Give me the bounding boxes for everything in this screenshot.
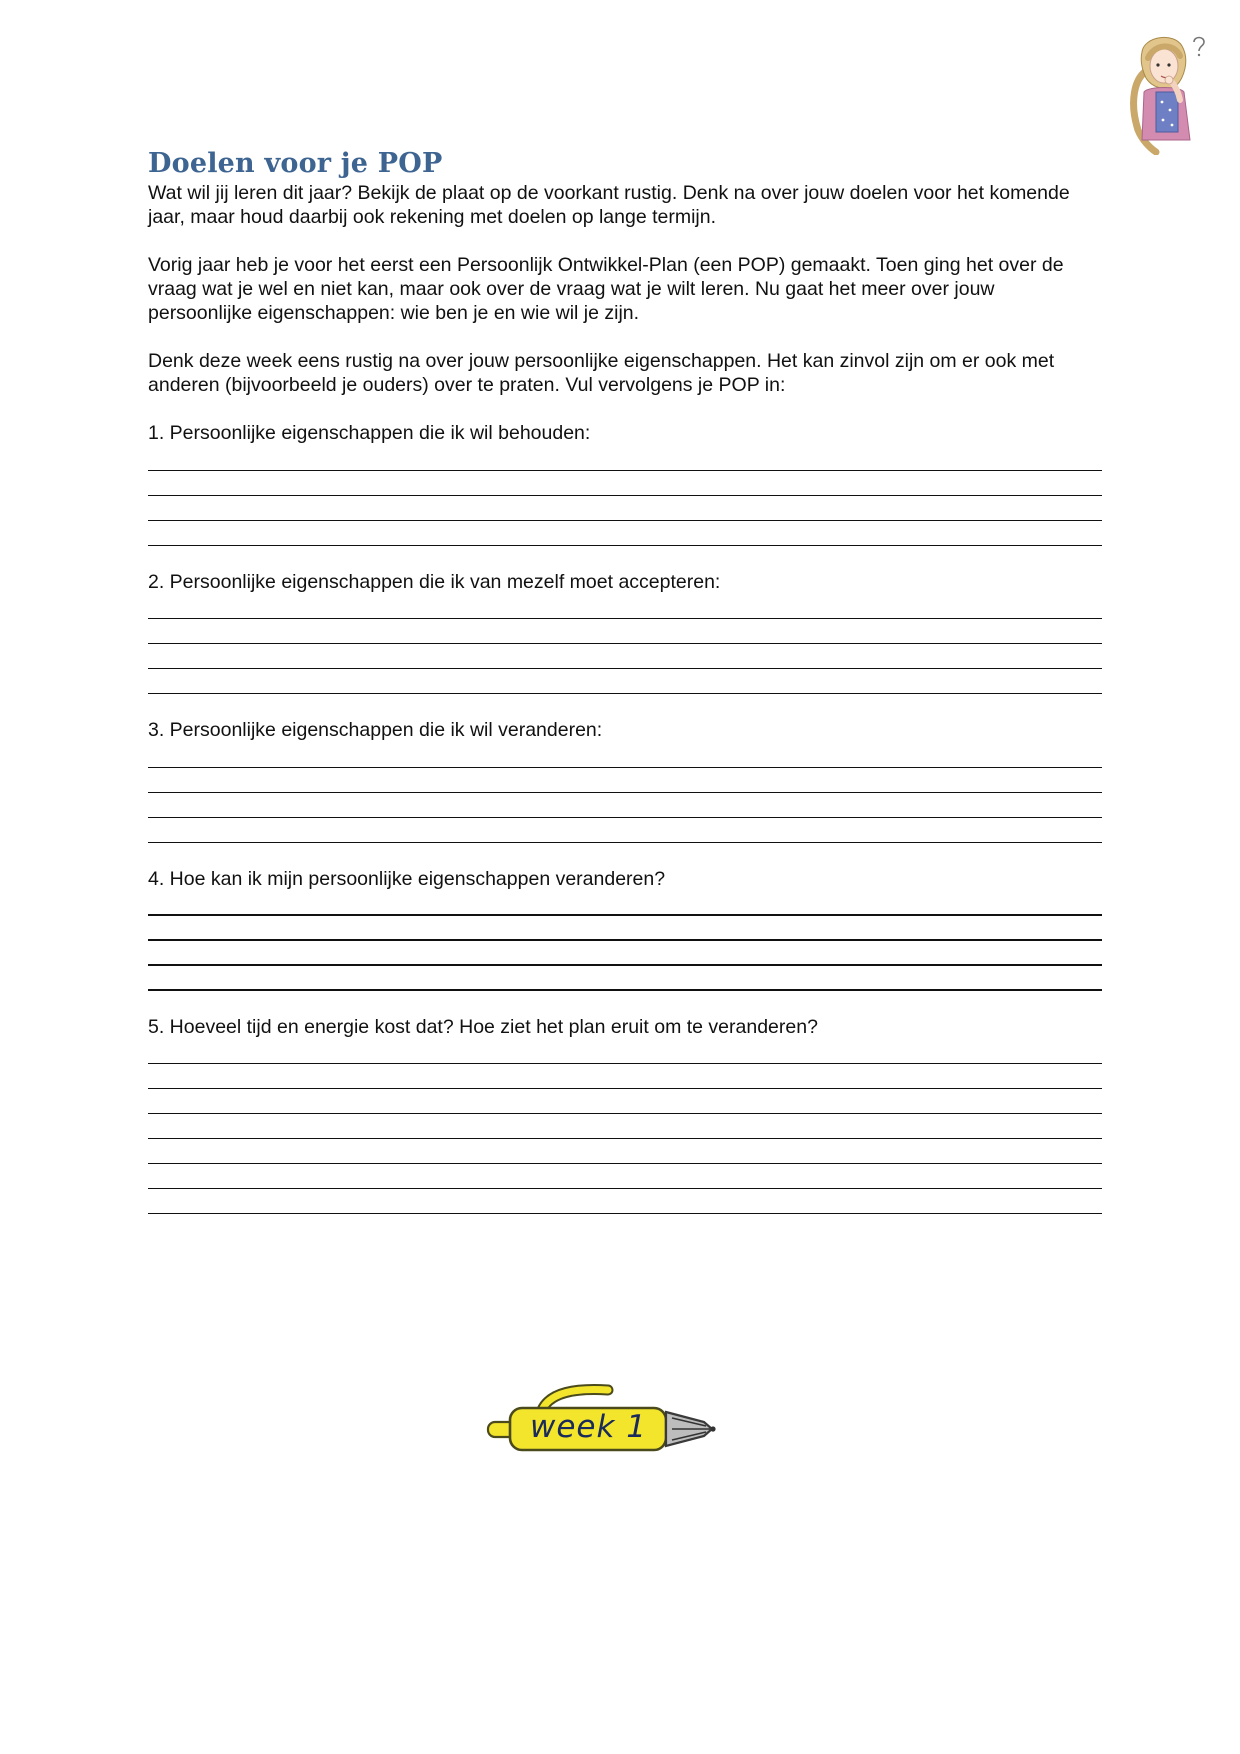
- answer-line[interactable]: [148, 495, 1102, 496]
- answer-line[interactable]: [148, 817, 1102, 818]
- answer-line[interactable]: [148, 470, 1102, 471]
- answer-line[interactable]: [148, 618, 1102, 619]
- answer-line[interactable]: [148, 792, 1102, 793]
- question-4-label: 4. Hoe kan ik mijn persoonlijke eigenschappen veranderen?: [148, 868, 666, 890]
- answer-line[interactable]: [148, 767, 1102, 768]
- answer-line[interactable]: [148, 545, 1102, 546]
- answer-line[interactable]: [148, 1138, 1102, 1139]
- question-5-label: 5. Hoeveel tijd en energie kost dat? Hoe ziet het plan eruit om te veranderen?: [148, 1016, 818, 1038]
- answer-line[interactable]: [148, 914, 1102, 916]
- answer-line[interactable]: [148, 1063, 1102, 1064]
- answer-line[interactable]: [148, 668, 1102, 669]
- thinking-girl-icon: [1112, 30, 1212, 155]
- answer-line[interactable]: [148, 964, 1102, 966]
- answer-line[interactable]: [148, 520, 1102, 521]
- answer-line[interactable]: [148, 693, 1102, 694]
- question-3-label: 3. Persoonlijke eigenschappen die ik wil veranderen:: [148, 719, 603, 741]
- answer-line[interactable]: [148, 989, 1102, 991]
- answer-line[interactable]: [148, 1163, 1102, 1164]
- page-title: Doelen voor je POP: [148, 148, 443, 179]
- intro-paragraph-2: Vorig jaar heb je voor het eerst een Persoonlijk Ontwikkel-Plan (een POP) gemaakt. Toen ging het over de vraag wat je wel en niet kan, maar ook over de vraag wat je wilt leren. Nu gaat het meer over jouw persoonlijke eigenschappen: wie ben je en wie wil je zijn.: [148, 254, 1064, 324]
- week-label: week 1: [530, 1409, 648, 1445]
- answer-line[interactable]: [148, 1188, 1102, 1189]
- answer-line[interactable]: [148, 939, 1102, 941]
- answer-line[interactable]: [148, 842, 1102, 843]
- answer-line[interactable]: [148, 643, 1102, 644]
- answer-line[interactable]: [148, 1213, 1102, 1214]
- intro-paragraph-3: Denk deze week eens rustig na over jouw persoonlijke eigenschappen. Het kan zinvol zijn om er ook met anderen (bijvoorbeeld je ouders) over te praten. Vul vervolgens je POP in:: [148, 350, 1055, 396]
- question-1-label: 1. Persoonlijke eigenschappen die ik wil behouden:: [148, 422, 591, 444]
- intro-paragraph-1: Wat wil jij leren dit jaar? Bekijk de plaat op de voorkant rustig. Denk na over jouw doelen voor het komende jaar, maar houd daarbij ook rekening met doelen op lange termijn.: [148, 182, 1070, 228]
- answer-line[interactable]: [148, 1088, 1102, 1089]
- answer-line[interactable]: [148, 1113, 1102, 1114]
- question-2-label: 2. Persoonlijke eigenschappen die ik van mezelf moet accepteren:: [148, 571, 721, 593]
